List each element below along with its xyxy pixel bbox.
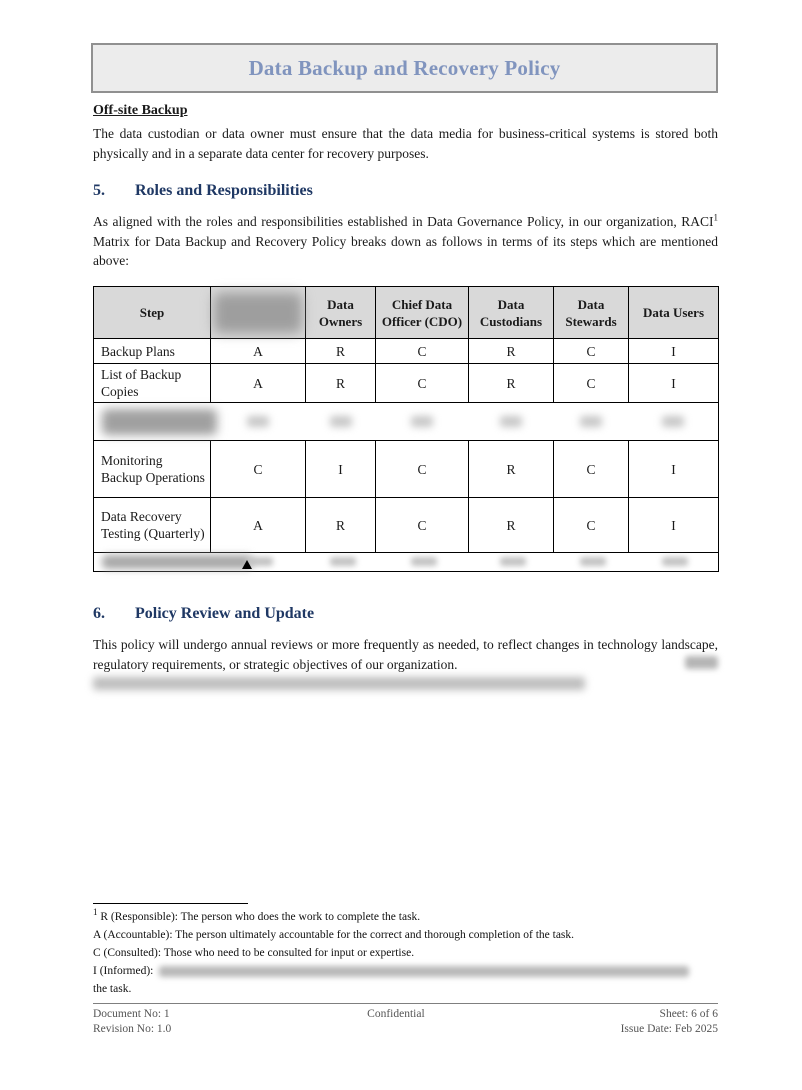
column-header-step: Step bbox=[94, 287, 211, 339]
redaction-blur bbox=[102, 409, 217, 435]
section5-heading bbox=[93, 182, 718, 200]
redaction-mark bbox=[500, 416, 522, 427]
section6-heading bbox=[93, 605, 718, 623]
redaction-mark bbox=[662, 557, 688, 566]
step-cell: Backup Plans bbox=[94, 339, 211, 364]
footer-document-no: Document No: 1 bbox=[93, 1008, 170, 1020]
raci-matrix-table bbox=[93, 286, 719, 572]
footnote-line-informed bbox=[93, 962, 718, 980]
section5-paragraph-part1: As aligned with the roles and responsibilities established in Data Governance Policy, in our organization, RACI bbox=[93, 214, 714, 229]
page-title: Data Backup and Recovery Policy bbox=[248, 55, 561, 80]
raci-cell: I bbox=[306, 441, 376, 498]
raci-cell: C bbox=[376, 441, 469, 498]
footnotes-block bbox=[93, 903, 718, 998]
raci-cell: I bbox=[629, 339, 719, 364]
column-header-data-owners: Data Owners bbox=[306, 287, 376, 339]
footnote-line-continuation: the task. bbox=[93, 983, 132, 995]
footer-issue-date: Issue Date: Feb 2025 bbox=[620, 1022, 718, 1035]
cursor-arrow-mark bbox=[242, 560, 252, 569]
raci-cell: R bbox=[306, 498, 376, 553]
column-header-cdo: Chief Data Officer (CDO) bbox=[376, 287, 469, 339]
footer-right bbox=[621, 1007, 718, 1036]
raci-cell: C bbox=[211, 441, 306, 498]
footer-confidential: Confidential bbox=[367, 1008, 425, 1020]
table-row bbox=[94, 441, 719, 498]
table-row-redacted bbox=[94, 403, 719, 441]
redaction-blur bbox=[214, 293, 302, 333]
raci-cell: I bbox=[629, 498, 719, 553]
redacted-row-cell bbox=[94, 403, 719, 441]
redaction-mark bbox=[247, 416, 269, 427]
footer-left bbox=[93, 1007, 171, 1036]
raci-cell: R bbox=[469, 339, 554, 364]
raci-cell: R bbox=[469, 364, 554, 403]
step-cell: Data Recovery Testing (Quarterly) bbox=[94, 498, 211, 553]
footnote-reference: 1 bbox=[713, 212, 718, 223]
section5-title: Roles and Responsibilities bbox=[135, 182, 313, 199]
redaction-blur bbox=[159, 966, 689, 977]
raci-cell: A bbox=[211, 339, 306, 364]
footnote-line-consulted: C (Consulted): Those who need to be consulted for input or expertise. bbox=[93, 947, 415, 959]
footnote-marker: 1 bbox=[93, 907, 98, 918]
redaction-mark bbox=[580, 416, 602, 427]
raci-cell: R bbox=[306, 364, 376, 403]
table-row bbox=[94, 364, 719, 403]
raci-cell: C bbox=[554, 364, 629, 403]
column-header-redacted bbox=[211, 287, 306, 339]
section6-paragraph bbox=[93, 635, 718, 697]
footer-revision-no: Revision No: 1.0 bbox=[93, 1022, 172, 1035]
raci-cell: A bbox=[211, 364, 306, 403]
section6-paragraph-text: This policy will undergo annual reviews or more frequently as needed, to reflect changes in technology landscape, regulatory requirements, or strategic objectives of our organization. bbox=[93, 637, 718, 672]
table-row bbox=[94, 498, 719, 553]
redaction-blur bbox=[102, 555, 252, 569]
footnote-text: R (Responsible): The person who does the work to complete the task. bbox=[100, 911, 421, 923]
footnote-line-responsible bbox=[93, 908, 718, 926]
redacted-row-cell bbox=[94, 553, 719, 572]
column-header-data-stewards: Data Stewards bbox=[554, 287, 629, 339]
raci-cell: I bbox=[629, 364, 719, 403]
table-header-row bbox=[94, 287, 719, 339]
redaction-mark bbox=[662, 416, 684, 427]
step-cell: Monitoring Backup Operations bbox=[94, 441, 211, 498]
redaction-mark bbox=[330, 416, 352, 427]
raci-cell: R bbox=[469, 498, 554, 553]
footnote-line-accountable: A (Accountable): The person ultimately accountable for the correct and thorough completion of the task. bbox=[93, 929, 575, 941]
raci-cell: R bbox=[306, 339, 376, 364]
section6-title: Policy Review and Update bbox=[135, 605, 315, 622]
offsite-backup-heading: Off-site Backup bbox=[93, 103, 188, 118]
footnote-divider bbox=[93, 903, 248, 904]
section5-paragraph bbox=[93, 212, 718, 271]
step-cell: List of Backup Copies bbox=[94, 364, 211, 403]
table-row bbox=[94, 339, 719, 364]
page-footer bbox=[93, 1003, 718, 1036]
raci-cell: C bbox=[376, 339, 469, 364]
redaction-mark bbox=[411, 557, 437, 566]
redaction-mark bbox=[411, 416, 433, 427]
section5-paragraph-part2: Matrix for Data Backup and Recovery Policy breaks down as follows in terms of its steps which are mentioned above: bbox=[93, 233, 718, 268]
section5-number: 5. bbox=[93, 182, 105, 199]
raci-cell: R bbox=[469, 441, 554, 498]
raci-cell: I bbox=[629, 441, 719, 498]
raci-cell: C bbox=[376, 498, 469, 553]
column-header-data-custodians: Data Custodians bbox=[469, 287, 554, 339]
column-header-data-users: Data Users bbox=[629, 287, 719, 339]
raci-cell: A bbox=[211, 498, 306, 553]
section6-number: 6. bbox=[93, 605, 105, 622]
raci-cell: C bbox=[554, 441, 629, 498]
raci-cell: C bbox=[376, 364, 469, 403]
raci-cell: C bbox=[554, 339, 629, 364]
title-banner bbox=[91, 43, 718, 93]
redaction-mark bbox=[580, 557, 606, 566]
raci-cell: C bbox=[554, 498, 629, 553]
redaction-mark bbox=[330, 557, 356, 566]
redaction-blur bbox=[93, 677, 585, 690]
offsite-backup-paragraph: The data custodian or data owner must ensure that the data media for business-critical systems is stored both physically and in a separate data center for recovery purposes. bbox=[93, 126, 718, 161]
table-row-redacted bbox=[94, 553, 719, 572]
footnote-informed-label: I (Informed): bbox=[93, 965, 154, 977]
redaction-blur bbox=[685, 656, 718, 669]
footer-sheet: Sheet: 6 of 6 bbox=[659, 1008, 718, 1020]
redaction-mark bbox=[500, 557, 526, 566]
